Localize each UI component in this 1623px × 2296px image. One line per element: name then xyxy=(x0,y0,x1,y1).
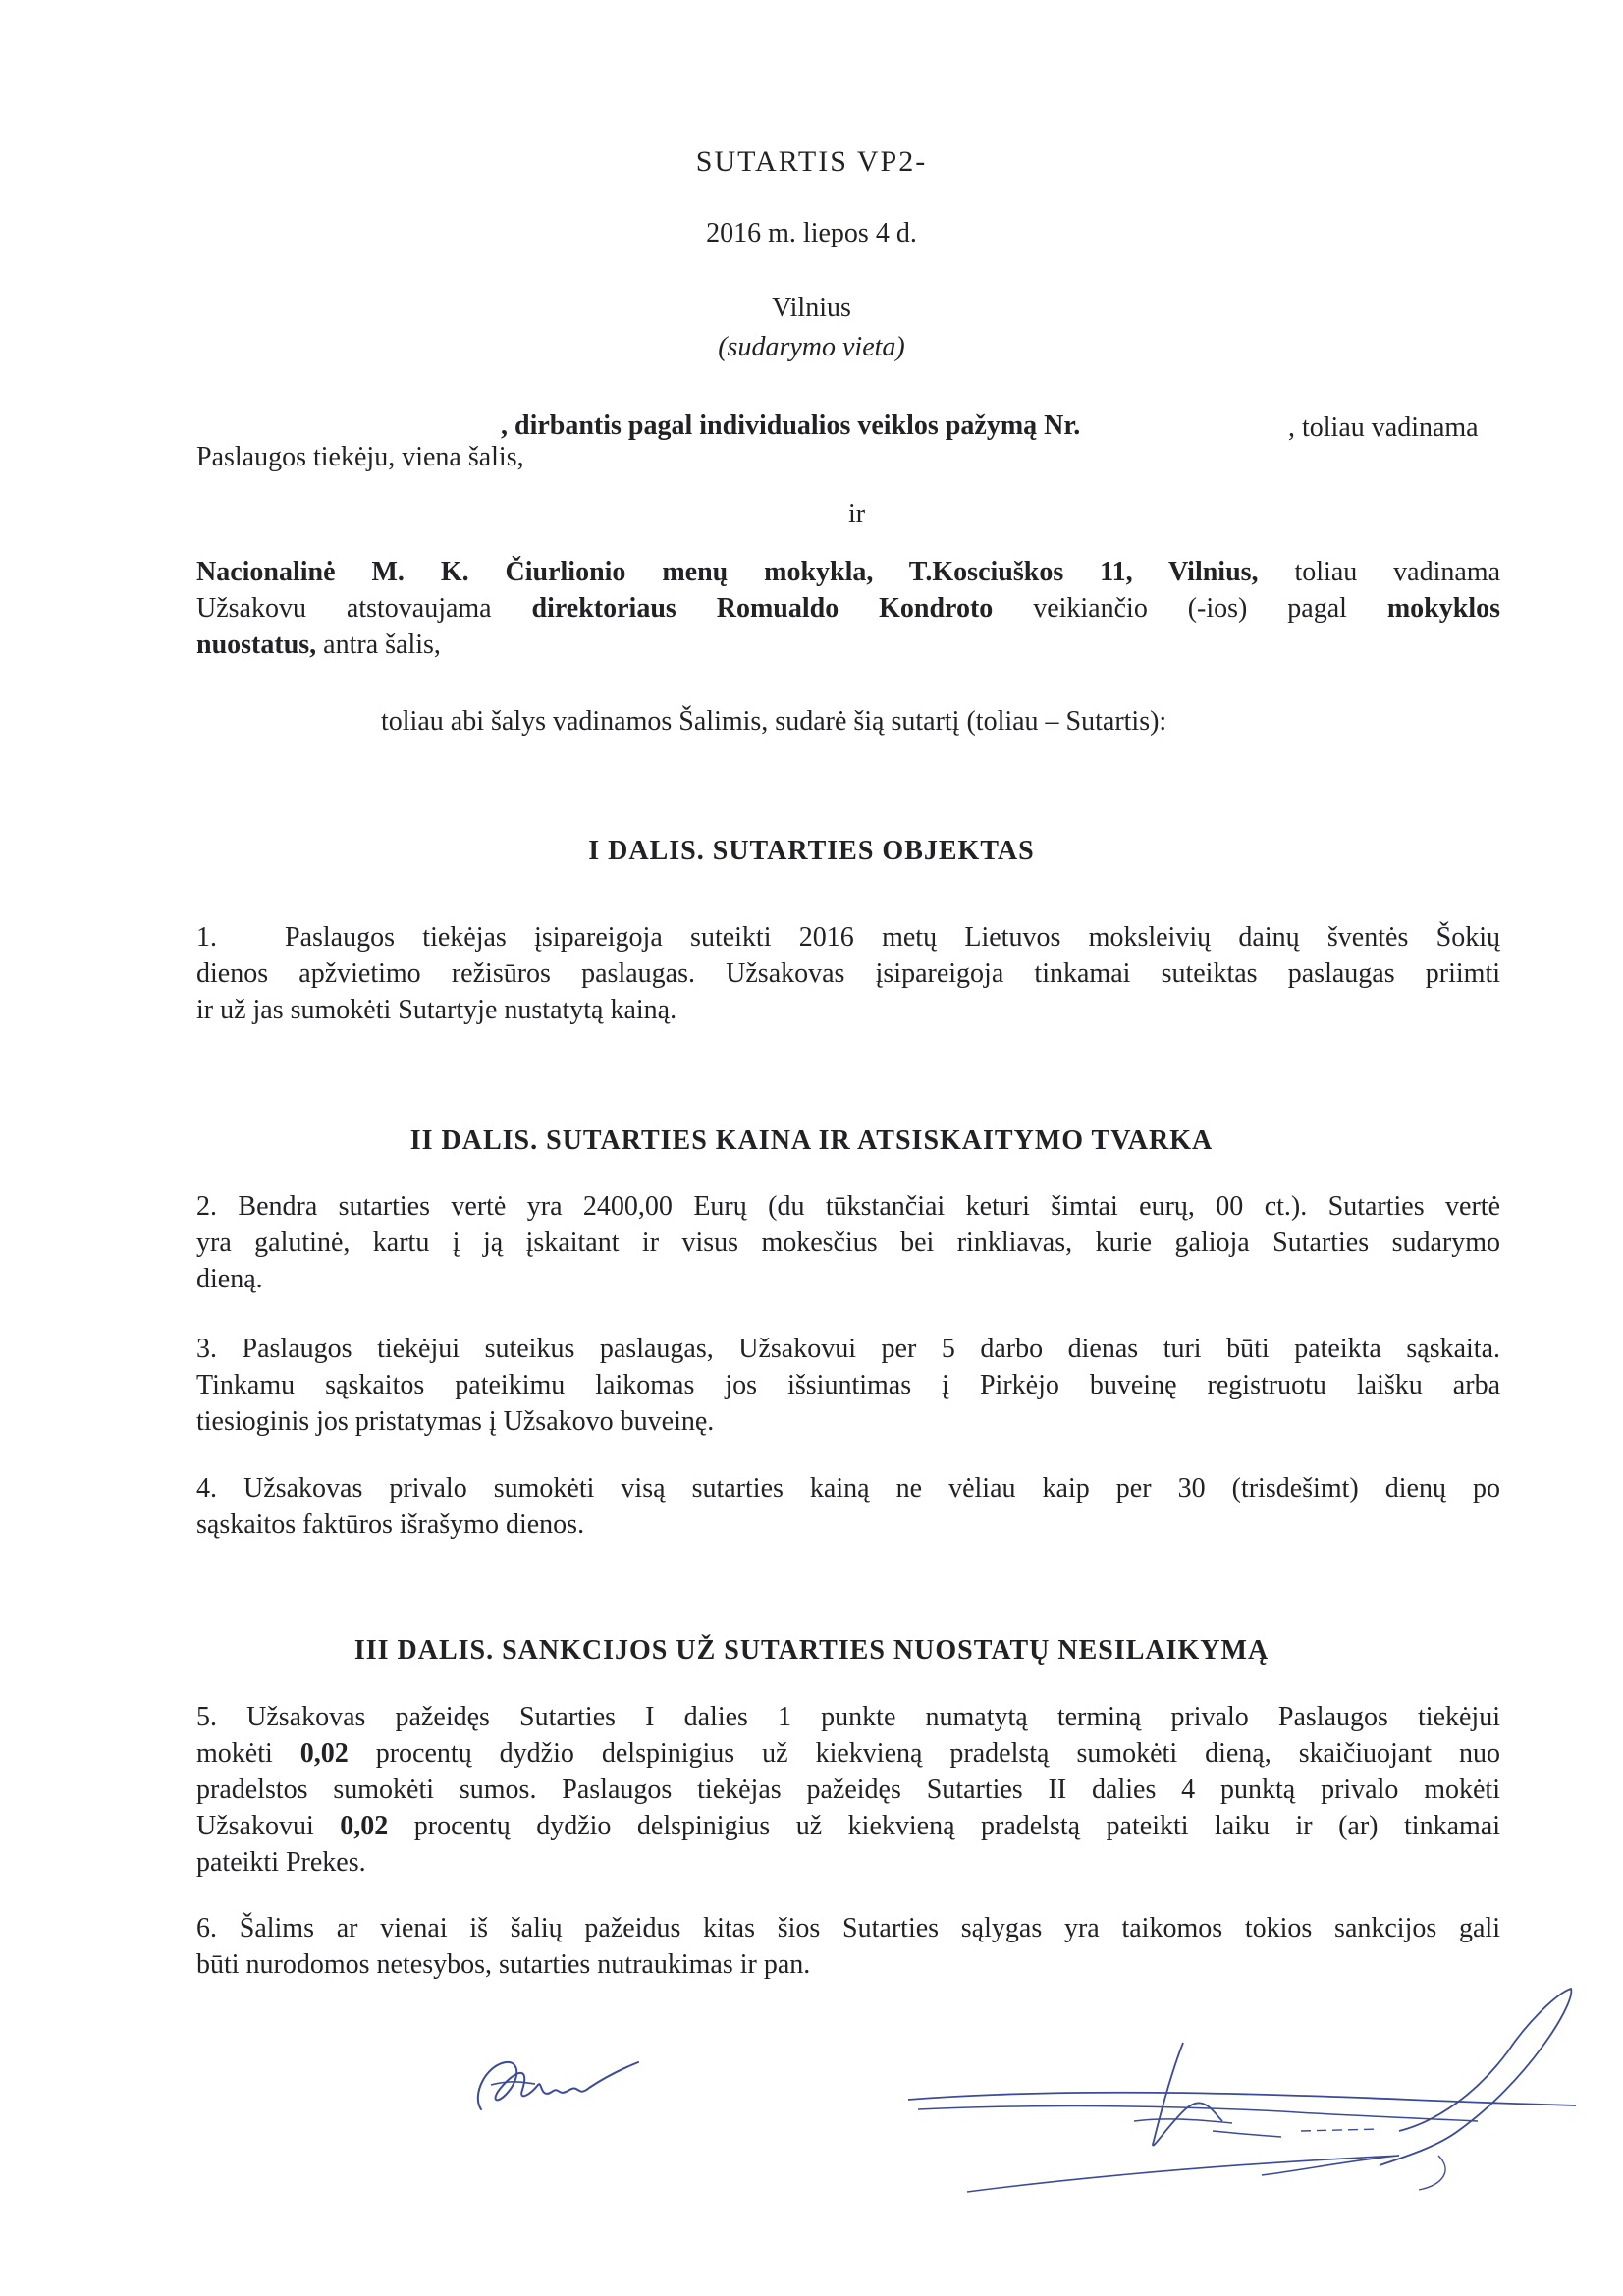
provider-trailing: , toliau vadinama xyxy=(1288,412,1479,443)
section-2-heading: II DALIS. SUTARTIES KAINA IR ATSISKAITYMO TVARKA xyxy=(409,1125,1214,1156)
section-1-heading: I DALIS. SUTARTIES OBJEKTAS xyxy=(588,836,1035,866)
provider-signature xyxy=(461,2041,677,2129)
clause-6: 6. Šalims ar vienai iš šalių pažeidus kitas šios Sutarties sąlygas yra taikomos tokios sankcijos gali būti nurodomos netesybos, sutarties nutraukimas ir pan. xyxy=(196,1913,1500,1980)
penalty-rate: 0,02 xyxy=(299,1738,349,1769)
provider-role: Paslaugos tiekėju, viena šalis, xyxy=(196,442,524,472)
provider-clause: , dirbantis pagal individualios veiklos pažymą Nr. xyxy=(501,410,1081,441)
contract-place: Vilnius xyxy=(772,293,851,323)
penalty-rate-2: 0,02 xyxy=(340,1811,389,1841)
clause-4: 4. Užsakovas privalo sumokėti visą sutarties kainą ne vėliau kaip per 30 (trisdešimt) dienų po sąskaitos faktūros išrašymo dienos. xyxy=(196,1473,1500,1540)
contract-title: SUTARTIS VP2- xyxy=(695,145,928,178)
clause-3: 3. Paslaugos tiekėjui suteikus paslaugas, Užsakovui per 5 darbo dienas turi būti pateikta sąskaita. Tinkamu sąskaitos pateikimu laikomas jos išsiuntimas į Pirkėjo buveinę registruotu laišku arba tiesioginis jos pristatymas į Užsakovo buveinę. xyxy=(196,1334,1500,1437)
section-3-heading: III DALIS. SANKCIJOS UŽ SUTARTIES NUOSTATŲ NESILAIKYMĄ xyxy=(353,1635,1270,1666)
and-word: ir xyxy=(848,499,866,529)
client-name: Nacionalinė M. K. Čiurlionio menų mokykla, T.Kosciuškos 11, Vilnius, xyxy=(196,557,1259,587)
clause-5: 5. Užsakovas pažeidęs Sutarties I dalies 1 punkte numatytą terminą privalo Paslaugos tiekėjui mokėti 0,02 procentų dydžio delspinigius už kiekvieną pradelstą sumokėti dieną, skaičiuojant nuo pradelstos sumokėti sumos. Paslaugos tiekėjas pažeidęs Sutarties II dalies 4 punktą privalo mokėti Užsakovui 0,02 procentų dydžio delspinigius už kiekvieną pradelstą pateikti laiku ir (ar) tinkamai pateikti Prekes. xyxy=(196,1702,1500,1878)
client-paragraph: Nacionalinė M. K. Čiurlionio menų mokykla, T.Kosciuškos 11, Vilnius, toliau vadinama Užsakovu atstovaujama direktoriaus Romualdo Kondroto veikiančio (-ios) pagal mokyklos nuostatus, antra šalis, xyxy=(196,557,1500,660)
client-signature xyxy=(889,1974,1596,2210)
clause-1: 1. Paslaugos tiekėjas įsipareigoja suteikti 2016 metų Lietuvos moksleivių dainų šventės Šokių dienos apžvietimo režisūros paslaugas. Užsakovas įsipareigoja tinkamai suteiktas paslaugas priimti ir už jas sumokėti Sutartyje nustatytą kainą. xyxy=(196,922,1500,1025)
client-representative: direktoriaus Romualdo Kondroto xyxy=(531,593,994,624)
parties-summary: toliau abi šalys vadinamos Šalimis, sudarė šią sutartį (toliau – Sutartis): xyxy=(381,706,1167,737)
clause-2: 2. Bendra sutarties vertė yra 2400,00 Eurų (du tūkstančiai keturi šimtai eurų, 00 ct.). Sutarties vertė yra galutinė, kartu į ją įskaitant ir visus mokesčius bei rinkliavas, kurie galioja Sutarties sudarymo dieną. xyxy=(196,1191,1500,1294)
place-caption: (sudarymo vieta) xyxy=(718,332,905,362)
contract-date: 2016 m. liepos 4 d. xyxy=(706,218,917,248)
